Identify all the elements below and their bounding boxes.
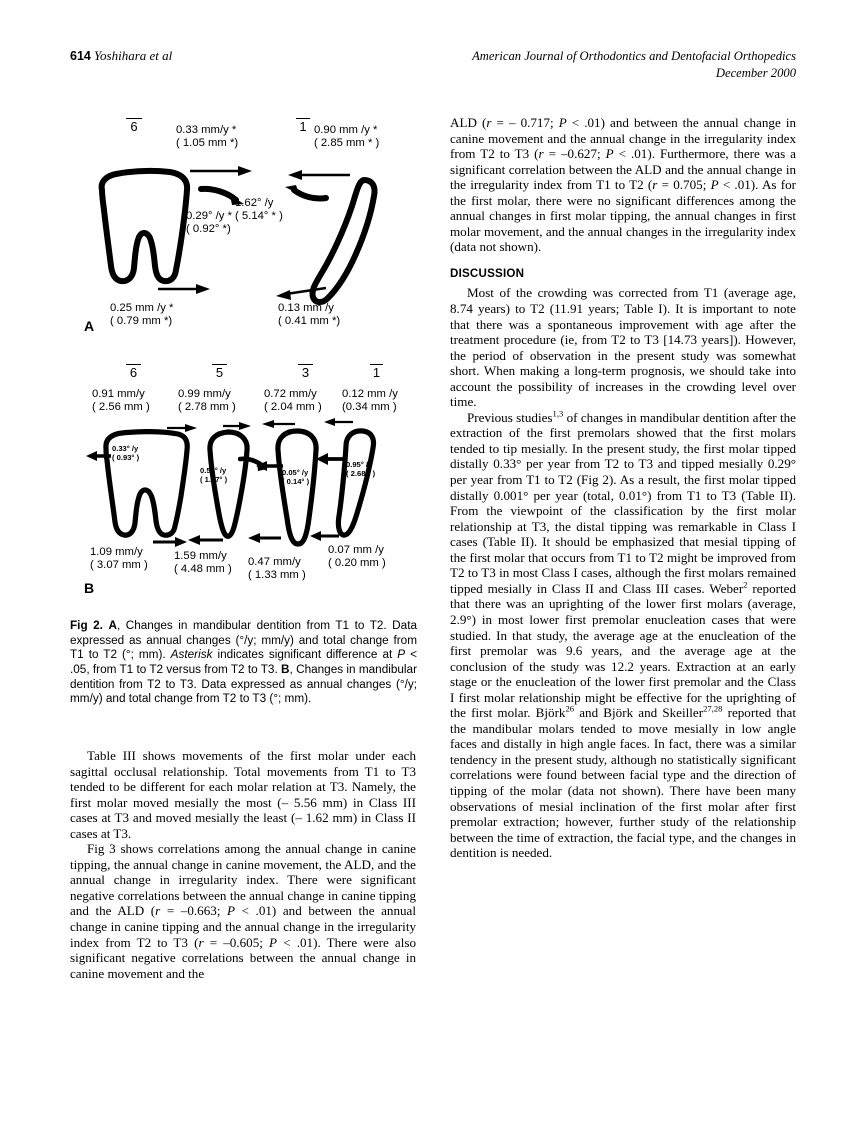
cont-r-3: r: [652, 177, 658, 193]
running-head-left: [70, 48, 172, 64]
arrow-right-b-premolar-crown: [222, 420, 252, 432]
arrow-left-b-canine-crown: [262, 418, 296, 430]
disc2-mid3: and Björk and Skeiller: [574, 705, 704, 721]
figure-panel-a: [70, 112, 416, 360]
running-head-author: Yoshihara et al: [93, 48, 173, 63]
citation-ref-27-28: 27,28: [703, 703, 723, 714]
arrow-curved-incisor-tip-a: [284, 184, 330, 204]
incisor-outline-b: [326, 424, 384, 546]
figure-panel-b: [70, 364, 416, 616]
citation-ref-26: 26: [565, 703, 575, 714]
figure-caption-a-text3: < .05, from T1 to T2 versus from T2 to T3.: [70, 648, 417, 676]
panel-a-tooth-label-incisor: 1: [296, 118, 310, 133]
annotation-a-incisor-crown: 0.90 mm /y * ( 2.85 mm * ): [314, 124, 380, 150]
annotation-b-incisor-angle: 0.95° /y ( 2.68 ° ): [346, 460, 376, 479]
cont-text-6: = 0.705;: [657, 177, 711, 193]
figure-caption-a-letter: A: [108, 619, 117, 632]
cont-text-5: < .01). Furthermore, there was a significant correlation between the ALD and the annual change in the irregularity index from T1 to T2 (: [450, 146, 796, 193]
arrow-left-b-molar-tip: [86, 450, 112, 462]
fig3-P-1: P: [227, 903, 236, 919]
cont-r-2: r: [538, 146, 544, 162]
page-number: 614: [70, 49, 91, 63]
cont-text-3: < .01) and between the annual change in canine movement and the annual change in the irregularity index from T2 to T3 (: [450, 115, 797, 162]
molar-outline-b: [96, 426, 196, 544]
running-head-right: [472, 48, 796, 82]
panel-b-tooth-label-incisor: 1: [370, 364, 383, 379]
fig3-text-4: = –0.605;: [203, 934, 270, 950]
annotation-b-premolar-crown: 0.99 mm/y ( 2.78 mm ): [178, 388, 236, 414]
panel-b-tooth-label-canine: 3: [298, 364, 313, 379]
cont-P-1: P: [558, 115, 567, 130]
figure-caption-p-symbol: P: [397, 648, 406, 662]
paragraph-continuation: [450, 115, 796, 255]
panel-a-tooth-label-molar: 6: [126, 118, 142, 133]
figure-2: [70, 112, 416, 617]
fig3-text-1: Fig 3 shows correlations among the annual change in canine tipping, the annual change in canine movement, the ALD, and the annual change in irregularity index. There were significant negative correlations between the annual change in canine tipping and the ALD (: [70, 841, 416, 919]
arrow-left-incisor-apex-a: [276, 284, 328, 302]
figure-caption-a-text2: indicates significant difference at: [212, 648, 398, 662]
fig3-r-1: r: [155, 903, 161, 919]
citation-ref-1-3: 1,3: [552, 408, 564, 419]
annotation-b-incisor-crown: 0.12 mm /y (0.34 mm ): [342, 388, 398, 414]
cont-text-7: < .01). As for the first molar, there were no significant differences among the annual changes in first molar tipping, the annual changes in first molar movement, and the annual changes in the irregularity index (data not shown).: [450, 177, 797, 255]
annotation-b-canine-crown: 0.72 mm/y ( 2.04 mm ): [264, 388, 322, 414]
arrow-right-b-molar-apex: [152, 536, 188, 548]
paragraph-fig3: [70, 841, 416, 981]
fig3-text-2: = –0.663;: [160, 903, 228, 919]
figure-caption-asterisk-word: Asterisk: [170, 648, 213, 662]
fig3-P-2: P: [269, 934, 278, 950]
panel-b-tooth-label-molar: 6: [126, 364, 141, 379]
annotation-b-molar-apex: 1.09 mm/y ( 3.07 mm ): [90, 546, 148, 572]
running-head: [70, 48, 796, 88]
fig3-r-2: r: [198, 934, 204, 950]
annotation-b-canine-angle: 0.05° /y ( 0.14° ): [282, 468, 310, 487]
fig3-text-5: < .01). There were also significant negative correlations between the annual change in canine movement and the: [70, 934, 416, 981]
journal-title: American Journal of Orthodontics and Dentofacial Orthopedics: [472, 49, 796, 63]
arrow-right-molar-apex-a: [156, 282, 212, 296]
annotation-b-canine-apex: 0.47 mm/y ( 1.33 mm ): [248, 556, 306, 582]
section-heading-discussion: DISCUSSION: [450, 266, 525, 280]
annotation-a-incisor-angle: 1.62° /y ( 5.14° * ): [235, 197, 283, 223]
annotation-a-molar-apex: 0.25 mm /y * ( 0.79 mm *): [110, 302, 174, 328]
panel-letter-a: A: [84, 318, 95, 334]
annotation-a-molar-angle: 0.29° /y * ( 0.92° *): [186, 210, 232, 236]
panel-b-tooth-label-premolar: 5: [212, 364, 227, 379]
discussion-paragraph-2: [450, 410, 796, 861]
cont-r-1: r: [486, 115, 492, 130]
figure-caption-b-letter: B: [281, 662, 290, 676]
annotation-a-molar-crown: 0.33 mm/y * ( 1.05 mm *): [176, 124, 239, 150]
cont-text-4: = –0.627;: [543, 146, 606, 162]
panel-letter-b: B: [84, 580, 95, 596]
cont-P-3: P: [710, 177, 719, 193]
annotation-b-molar-angle: 0.33° /y ( 0.93° ): [112, 444, 140, 463]
figure-caption-b-text: , Changes in mandibular dentition from T2 to T3. Data expressed as annual changes (°/y; mm/y) and total change from T2 to T3 (°; mm).: [70, 662, 417, 706]
annotation-b-incisor-apex: 0.07 mm /y ( 0.20 mm ): [328, 544, 386, 570]
premolar-outline-b: [198, 426, 260, 546]
cont-text-1: ALD (: [450, 115, 487, 130]
issue-date: December 2000: [715, 66, 796, 80]
disc2-pre: Previous studies: [467, 409, 553, 425]
arrow-left-incisor-crown-a: [288, 168, 352, 182]
left-column-body: [70, 748, 416, 981]
figure-caption-label: Fig 2.: [70, 619, 103, 632]
figure-2-caption: [70, 619, 417, 707]
arrow-left-b-incisor-tip: [316, 452, 346, 466]
annotation-b-premolar-apex: 1.59 mm/y ( 4.48 mm ): [174, 550, 232, 576]
annotation-a-incisor-apex: 0.13 mm /y ( 0.41 mm *): [278, 302, 341, 328]
citation-ref-2: 2: [743, 579, 748, 590]
annotation-b-premolar-angle: 0.52° /y ( 1.47° ): [200, 466, 228, 485]
discussion-paragraph-1: Most of the crowding was corrected from T1 (average age, 8.74 years) to T2 (11.91 years; Table I). It is important to note that there was a spontaneous improvement with age after the treatment procedure (ie, from T2 to T3 [14.73 years]). However, the period of observation in the present study was somewhat short. When making a long-term prognosis, we should take into account the possibility of increases in the crowding level over time.: [450, 285, 796, 410]
arrow-left-b-incisor-crown: [324, 416, 354, 428]
paragraph-table3: Table III shows movements of the first molar under each sagittal occlusal relationship. Total movements from T1 to T3 tended to be different for each molar relation at T3. Namely, the first molar moved mesially the most (– 5.56 mm) in Class III cases at T3 and moved mesially the least (– 1.62 mm) in Class II cases at T3.: [70, 748, 416, 841]
fig3-text-3: < .01) and between the annual change in canine tipping and the annual change in the irregularity index from T2 to T3 (: [70, 903, 416, 950]
cont-P-2: P: [605, 146, 614, 162]
disc2-mid2: reported that there was an uprighting of the lower first molars (average, 2.9°) in most lower first premolar enucleation cases that were studied. In that study, the average age at the enucleation of the first premolar was 9.6 years, and the average age at the conclusion of the study was 12.2 years. Extraction at an early stage or the enucleation of the lower first premolar and the Class I first molar relationship might be effective for the uprighting of the first molar. Björk: [450, 580, 796, 721]
figure-caption-a-text: , Changes in mandibular dentition from T1 to T2. Data expressed as annual changes (°/y; mm/y) and total change from T1 to T2 (°; mm).: [70, 619, 418, 662]
annotation-b-molar-crown: 0.91 mm/y ( 2.56 mm ): [92, 388, 150, 414]
cont-text-2: = – 0.717;: [491, 115, 559, 130]
arrow-left-b-incisor-apex: [310, 530, 340, 542]
figure-2-graphic: [70, 112, 416, 617]
arrow-left-b-canine-tip: [256, 460, 284, 472]
arrow-right-b-molar-crown: [166, 422, 198, 434]
arrow-left-b-premolar-apex: [188, 534, 224, 546]
disc2-mid: of changes in mandibular dentition after the extraction of the first premolars showed that the first molars tended to tip mesially. In the present study, the first molar tipped distally 0.33° per year from T2 to T3 and tipped mesially 0.29° per year from T1 to T2 (Fig 2). As a result, the first molar tipped distally 0.001° per year (total, 0.01°) from T1 to T3 (Table II). From the viewpoint of the classification by the first molar relationship at T3, the distal tipping was remarkable in Class I cases (Table II). It should be emphasized that mesial tipping of the first molar that occurs from T1 to T2 might be improved from T2 to T3 in most Class I cases, although the first molars remained tipped mesially in Class II and Class III cases. Weber: [450, 409, 796, 596]
right-column-body: [450, 115, 796, 861]
arrow-left-b-canine-apex: [248, 532, 282, 544]
arrow-right-molar-crown-a: [188, 164, 254, 178]
disc2-end: reported that the mandibular molars tended to move mesially in low angle faces and distally in high angle faces. In fact, there was a similar tendency in the present study, although no statistically significant correlations were found between facial type and the direction of tipping of the molar (data not shown). There have been many observations of mesial inclination of the first molar after first premolar extraction; however, further study of the relationship between the time of extraction, the facial type, and the changes in dentition is needed.: [450, 705, 796, 861]
